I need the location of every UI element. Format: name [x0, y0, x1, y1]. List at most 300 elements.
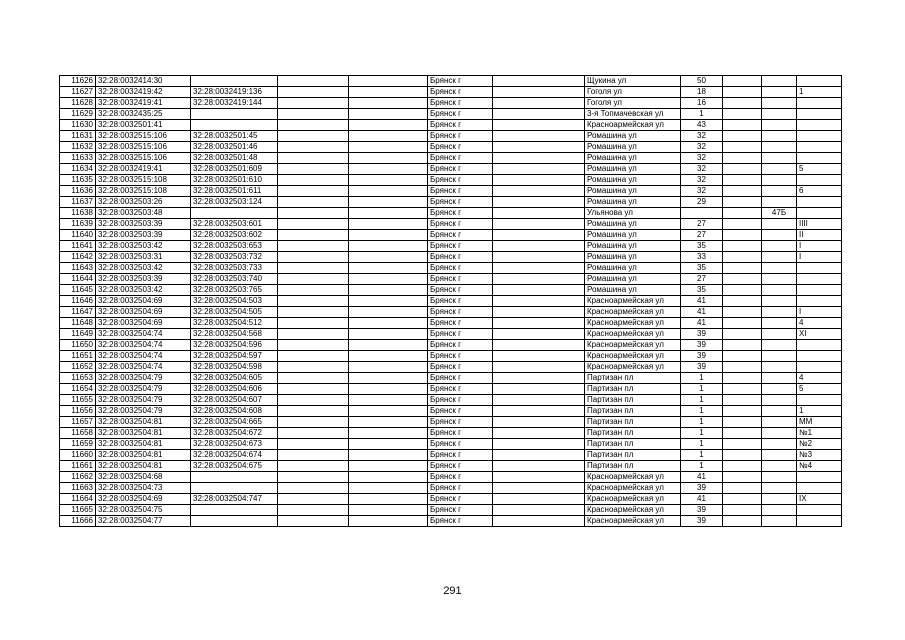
table-cell [762, 428, 797, 439]
table-cell [349, 395, 428, 406]
table-cell: Красноармейская ул [585, 472, 681, 483]
table-cell: 11627 [60, 87, 96, 98]
table-cell [493, 450, 585, 461]
table-cell [493, 109, 585, 120]
table-cell [723, 296, 762, 307]
table-cell: I [797, 307, 842, 318]
table-cell: Ромашина ул [585, 153, 681, 164]
table-cell [723, 197, 762, 208]
table-cell [493, 241, 585, 252]
table-cell: 32:28:0032503:39 [96, 219, 191, 230]
table-cell: 27 [681, 219, 723, 230]
table-cell: 11659 [60, 439, 96, 450]
table-cell: 39 [681, 340, 723, 351]
table-cell [349, 384, 428, 395]
table-cell: 32:28:0032419:144 [191, 98, 278, 109]
table-cell [762, 395, 797, 406]
table-cell: Брянск г [428, 153, 493, 164]
table-cell [762, 318, 797, 329]
table-cell: Ромашина ул [585, 175, 681, 186]
table-cell [723, 461, 762, 472]
table-cell: 32:28:0032501:41 [96, 120, 191, 131]
table-cell: 32 [681, 186, 723, 197]
table-cell: Красноармейская ул [585, 318, 681, 329]
table-cell: 32:28:0032504:73 [96, 483, 191, 494]
table-cell: 16 [681, 98, 723, 109]
table-cell [723, 406, 762, 417]
table-cell: 11643 [60, 263, 96, 274]
table-cell: I [797, 252, 842, 263]
table-cell [493, 362, 585, 373]
table-cell: Ромашина ул [585, 131, 681, 142]
table-cell: Брянск г [428, 505, 493, 516]
table-cell: 32:28:0032504:512 [191, 318, 278, 329]
table-cell: Брянск г [428, 142, 493, 153]
table-cell [349, 494, 428, 505]
table-cell: Красноармейская ул [585, 329, 681, 340]
table-cell [723, 186, 762, 197]
table-cell: Ромашина ул [585, 186, 681, 197]
table-cell [278, 340, 349, 351]
table-cell [762, 461, 797, 472]
table-cell: 32:28:0032504:596 [191, 340, 278, 351]
table-cell: 11635 [60, 175, 96, 186]
table-cell [762, 505, 797, 516]
table-cell: Брянск г [428, 252, 493, 263]
table-cell [723, 230, 762, 241]
table-cell [493, 494, 585, 505]
table-cell: Ромашина ул [585, 252, 681, 263]
table-cell: Брянск г [428, 395, 493, 406]
table-cell [723, 362, 762, 373]
table-cell [191, 120, 278, 131]
table-cell: 50 [681, 76, 723, 87]
table-cell: Партизан пл [585, 461, 681, 472]
table-cell: 32:28:0032504:675 [191, 461, 278, 472]
table-cell [349, 417, 428, 428]
table-cell [278, 274, 349, 285]
table-cell: 32:28:0032501:610 [191, 175, 278, 186]
table-cell [493, 395, 585, 406]
table-cell [493, 318, 585, 329]
table-cell: 43 [681, 120, 723, 131]
table-cell: Гоголя ул [585, 98, 681, 109]
table-cell [723, 120, 762, 131]
table-cell [762, 285, 797, 296]
table-cell [797, 516, 842, 527]
table-cell [278, 351, 349, 362]
table-cell [723, 76, 762, 87]
table-cell [493, 307, 585, 318]
table-cell [723, 494, 762, 505]
table-cell: 32:28:0032504:79 [96, 395, 191, 406]
table-row [60, 384, 842, 395]
table-cell [278, 307, 349, 318]
table-cell: 32:28:0032503:124 [191, 197, 278, 208]
table-cell [349, 406, 428, 417]
table-cell [349, 186, 428, 197]
table-cell [762, 439, 797, 450]
table-row [60, 87, 842, 98]
table-cell: Брянск г [428, 373, 493, 384]
table-cell: 11663 [60, 483, 96, 494]
table-cell [762, 120, 797, 131]
table-cell: 29 [681, 197, 723, 208]
table-cell: Брянск г [428, 494, 493, 505]
table-cell: 11640 [60, 230, 96, 241]
table-cell: 39 [681, 483, 723, 494]
table-cell: II [797, 230, 842, 241]
table-cell [349, 241, 428, 252]
table-cell: 32:28:0032504:74 [96, 340, 191, 351]
table-cell [723, 307, 762, 318]
table-cell: Ромашина ул [585, 274, 681, 285]
table-cell: Красноармейская ул [585, 307, 681, 318]
table-cell: 32:28:0032419:41 [96, 164, 191, 175]
table-cell: Красноармейская ул [585, 505, 681, 516]
table-cell: Брянск г [428, 87, 493, 98]
table-cell [191, 109, 278, 120]
table-cell: 39 [681, 351, 723, 362]
table-cell [278, 285, 349, 296]
table-cell [723, 98, 762, 109]
table-cell: Брянск г [428, 197, 493, 208]
table-cell: IX [797, 494, 842, 505]
table-cell: Ромашина ул [585, 230, 681, 241]
table-row [60, 373, 842, 384]
table-cell: 32:28:0032503:42 [96, 285, 191, 296]
table-cell [797, 395, 842, 406]
table-cell [191, 208, 278, 219]
table-cell: 11626 [60, 76, 96, 87]
table-row [60, 153, 842, 164]
table-cell: Брянск г [428, 164, 493, 175]
table-cell: I [797, 241, 842, 252]
table-cell [762, 362, 797, 373]
table-cell: 32:28:0032504:68 [96, 472, 191, 483]
table-cell [493, 76, 585, 87]
table-cell: 32:28:0032503:740 [191, 274, 278, 285]
table-row [60, 395, 842, 406]
table-cell [278, 142, 349, 153]
table-cell [762, 494, 797, 505]
table-cell: 32:28:0032504:606 [191, 384, 278, 395]
table-cell [493, 219, 585, 230]
table-cell: 1 [681, 373, 723, 384]
table-cell: Брянск г [428, 230, 493, 241]
table-cell: 32:28:0032504:597 [191, 351, 278, 362]
table-cell: 32:28:0032503:732 [191, 252, 278, 263]
table-cell [493, 329, 585, 340]
table-cell: 32:28:0032419:42 [96, 87, 191, 98]
table-cell [762, 384, 797, 395]
table-cell: 32:28:0032504:79 [96, 384, 191, 395]
table-row [60, 428, 842, 439]
table-cell: 3-я Топмачевская ул [585, 109, 681, 120]
table-cell [493, 142, 585, 153]
table-cell [349, 450, 428, 461]
table-cell: 32:28:0032435:25 [96, 109, 191, 120]
table-cell: Ромашина ул [585, 285, 681, 296]
table-cell [723, 109, 762, 120]
table-cell: Брянск г [428, 120, 493, 131]
table-cell [797, 296, 842, 307]
table-cell [278, 439, 349, 450]
table-cell: 41 [681, 307, 723, 318]
table-cell: 32:28:0032515:108 [96, 175, 191, 186]
table-cell: Брянск г [428, 406, 493, 417]
table-cell: 32:28:0032504:607 [191, 395, 278, 406]
table-cell: 32:28:0032504:503 [191, 296, 278, 307]
table-cell [349, 274, 428, 285]
table-cell: 32 [681, 164, 723, 175]
table-cell [278, 263, 349, 274]
table-cell: 11665 [60, 505, 96, 516]
table-cell: 11653 [60, 373, 96, 384]
table-cell [349, 263, 428, 274]
table-cell: 32:28:0032503:602 [191, 230, 278, 241]
table-cell [762, 340, 797, 351]
table-cell: №2 [797, 439, 842, 450]
table-cell: 32:28:0032515:106 [96, 142, 191, 153]
table-cell: Брянск г [428, 450, 493, 461]
table-cell [278, 406, 349, 417]
table-cell: 35 [681, 241, 723, 252]
table-cell [349, 252, 428, 263]
table-cell [493, 120, 585, 131]
table-cell [278, 230, 349, 241]
table-cell [493, 351, 585, 362]
table-cell: IIII [797, 219, 842, 230]
table-cell: Партизан пл [585, 417, 681, 428]
table-cell [349, 142, 428, 153]
table-cell [278, 384, 349, 395]
table-cell [762, 109, 797, 120]
table-cell: 5 [797, 164, 842, 175]
table-cell: 32:28:0032504:74 [96, 351, 191, 362]
table-cell [762, 98, 797, 109]
table-cell: 32:28:0032504:505 [191, 307, 278, 318]
table-cell [493, 296, 585, 307]
table-cell [349, 362, 428, 373]
table-cell [349, 296, 428, 307]
table-cell: 11633 [60, 153, 96, 164]
table-row [60, 164, 842, 175]
table-cell [762, 197, 797, 208]
table-cell [493, 175, 585, 186]
table-cell: 1 [681, 406, 723, 417]
table-cell [349, 153, 428, 164]
table-cell [349, 307, 428, 318]
table-cell [349, 131, 428, 142]
table-cell: 32:28:0032515:106 [96, 131, 191, 142]
table-cell: Брянск г [428, 329, 493, 340]
table-row [60, 120, 842, 131]
table-cell: 11652 [60, 362, 96, 373]
table-cell: 1 [681, 428, 723, 439]
table-cell: Брянск г [428, 461, 493, 472]
table-cell [723, 318, 762, 329]
table-cell [723, 164, 762, 175]
table-cell: 32 [681, 153, 723, 164]
table-cell: 32:28:0032503:765 [191, 285, 278, 296]
table-cell [278, 395, 349, 406]
table-row [60, 252, 842, 263]
table-cell: 32 [681, 131, 723, 142]
table-row [60, 406, 842, 417]
table-cell [723, 373, 762, 384]
table-cell: 11647 [60, 307, 96, 318]
table-cell [278, 417, 349, 428]
table-cell: 27 [681, 274, 723, 285]
table-cell: Красноармейская ул [585, 362, 681, 373]
table-cell [493, 505, 585, 516]
table-cell [723, 252, 762, 263]
table-row [60, 318, 842, 329]
table-cell: 41 [681, 494, 723, 505]
table-cell [349, 516, 428, 527]
table-cell: Брянск г [428, 274, 493, 285]
table-cell [762, 263, 797, 274]
table-cell [278, 450, 349, 461]
table-cell: Брянск г [428, 263, 493, 274]
table-cell: Брянск г [428, 483, 493, 494]
table-cell [493, 417, 585, 428]
table-cell [278, 516, 349, 527]
table-cell: 32:28:0032501:609 [191, 164, 278, 175]
table-cell [493, 406, 585, 417]
table-cell: Брянск г [428, 131, 493, 142]
table-cell [797, 505, 842, 516]
table-cell: Партизан пл [585, 450, 681, 461]
table-cell [349, 98, 428, 109]
table-row [60, 131, 842, 142]
table-cell [762, 241, 797, 252]
table-cell [723, 263, 762, 274]
table-cell: 11656 [60, 406, 96, 417]
table-cell [278, 186, 349, 197]
table-row [60, 505, 842, 516]
table-cell: 11636 [60, 186, 96, 197]
table-row [60, 362, 842, 373]
table-cell [723, 340, 762, 351]
table-cell [191, 516, 278, 527]
table-cell [723, 417, 762, 428]
table-cell [278, 153, 349, 164]
table-cell [493, 472, 585, 483]
table-cell [349, 439, 428, 450]
table-cell: 32:28:0032504:74 [96, 329, 191, 340]
table-cell [493, 197, 585, 208]
page-number: 291 [443, 585, 462, 597]
table-cell [797, 351, 842, 362]
table-cell: 32:28:0032504:79 [96, 373, 191, 384]
table-cell: 32:28:0032504:74 [96, 362, 191, 373]
table-cell: XI [797, 329, 842, 340]
table-cell [278, 197, 349, 208]
table-cell: 32:28:0032504:81 [96, 461, 191, 472]
table-cell [278, 175, 349, 186]
table-cell [723, 351, 762, 362]
table-cell: 32:28:0032503:42 [96, 263, 191, 274]
table-cell [191, 472, 278, 483]
table-cell [278, 461, 349, 472]
table-row [60, 274, 842, 285]
table-cell [493, 428, 585, 439]
table-cell: 32:28:0032503:733 [191, 263, 278, 274]
table-cell: 39 [681, 516, 723, 527]
table-cell: Брянск г [428, 175, 493, 186]
table-cell [493, 263, 585, 274]
table-cell [493, 461, 585, 472]
table-cell: 32:28:0032504:673 [191, 439, 278, 450]
table-cell: 32:28:0032504:672 [191, 428, 278, 439]
table-cell [493, 252, 585, 263]
table-cell [762, 406, 797, 417]
table-cell [493, 230, 585, 241]
table-cell [493, 186, 585, 197]
table-cell: 1 [681, 461, 723, 472]
table-cell: Брянск г [428, 340, 493, 351]
table-cell [797, 263, 842, 274]
table-cell: Брянск г [428, 76, 493, 87]
table-cell: 32:28:0032504:81 [96, 450, 191, 461]
table-cell: 5 [797, 384, 842, 395]
table-cell: 1 [797, 406, 842, 417]
table-cell: 11666 [60, 516, 96, 527]
table-cell [493, 483, 585, 494]
table-cell: 11662 [60, 472, 96, 483]
table-cell [723, 428, 762, 439]
table-cell: 1 [681, 417, 723, 428]
table-cell: 11638 [60, 208, 96, 219]
table-row [60, 230, 842, 241]
table-cell [723, 450, 762, 461]
table-cell: Ромашина ул [585, 263, 681, 274]
table-cell [762, 296, 797, 307]
table-cell: 32:28:0032504:77 [96, 516, 191, 527]
table-cell [349, 76, 428, 87]
table-cell: Красноармейская ул [585, 340, 681, 351]
table-cell: Ромашина ул [585, 142, 681, 153]
table-cell [278, 241, 349, 252]
table-cell [797, 472, 842, 483]
table-cell [493, 164, 585, 175]
table-cell [723, 87, 762, 98]
table-cell [762, 175, 797, 186]
table-cell: 32:28:0032501:48 [191, 153, 278, 164]
table-cell: 39 [681, 329, 723, 340]
table-cell [723, 483, 762, 494]
table-cell [349, 109, 428, 120]
table-cell [349, 351, 428, 362]
table-cell [797, 120, 842, 131]
table-cell [762, 230, 797, 241]
table-cell: Брянск г [428, 362, 493, 373]
table-cell: 41 [681, 296, 723, 307]
table-cell: 6 [797, 186, 842, 197]
table-cell: Брянск г [428, 516, 493, 527]
table-cell [762, 274, 797, 285]
table-cell: 32:28:0032504:69 [96, 296, 191, 307]
table-cell: 32 [681, 142, 723, 153]
table-cell [681, 208, 723, 219]
table-cell [762, 153, 797, 164]
table-cell [762, 307, 797, 318]
table-cell [762, 131, 797, 142]
table-cell [278, 109, 349, 120]
table-cell: 32:28:0032503:42 [96, 241, 191, 252]
